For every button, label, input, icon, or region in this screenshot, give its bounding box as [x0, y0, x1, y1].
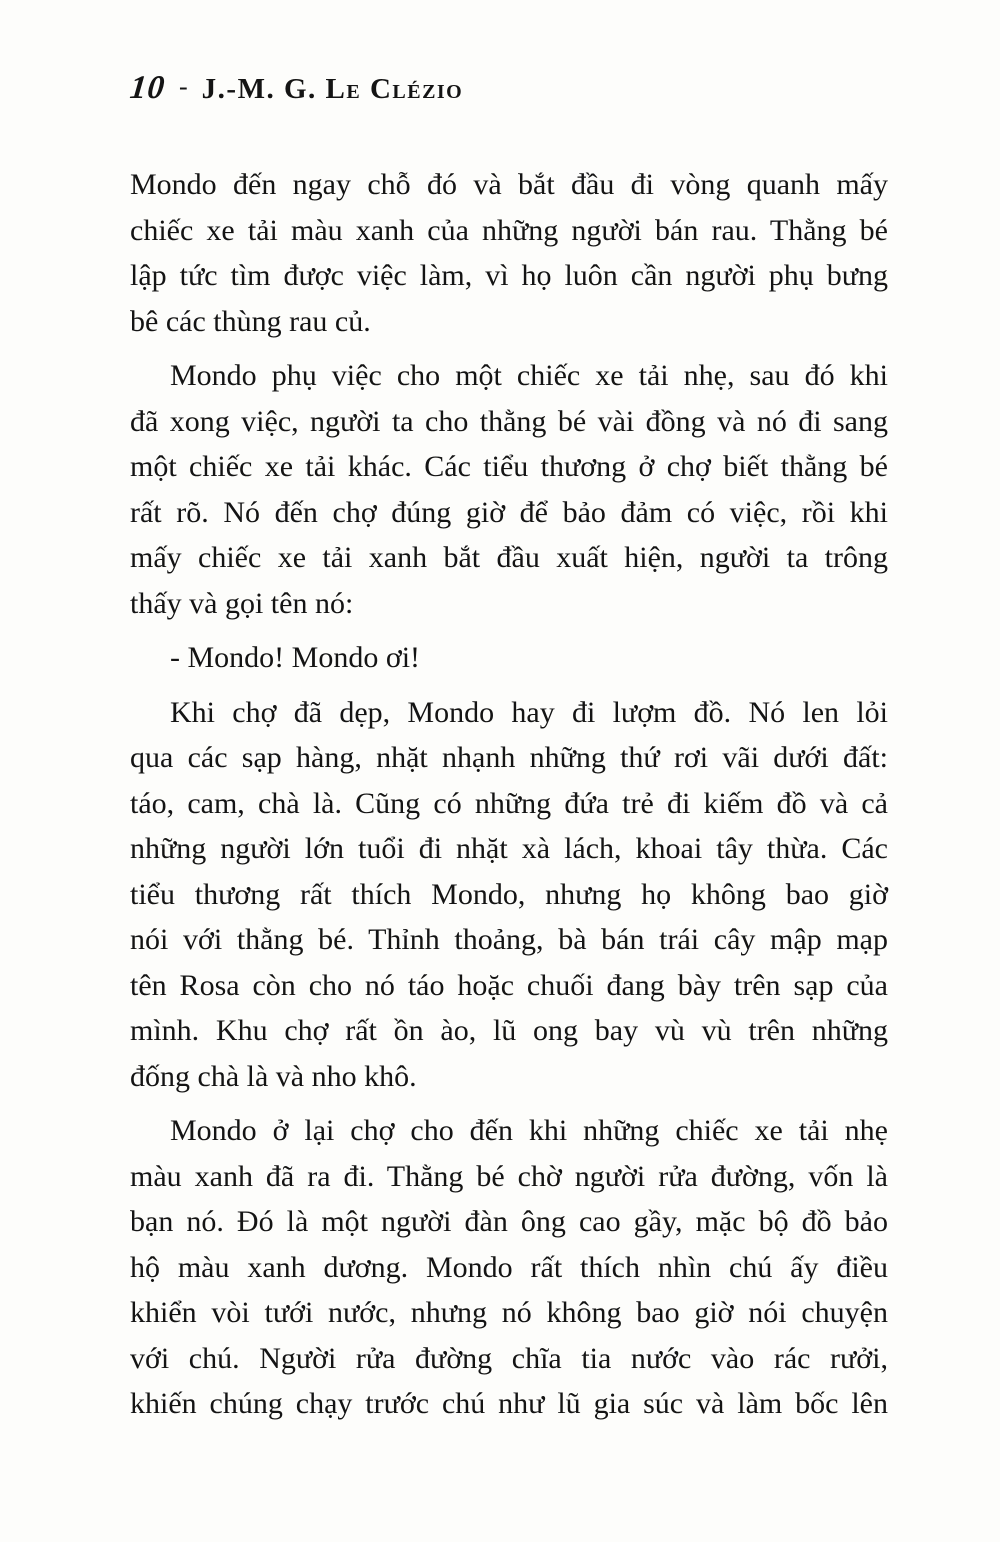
paragraph-1	[130, 162, 888, 344]
paragraph-4	[130, 1108, 888, 1427]
text-line: đã xong việc, người ta cho thằng bé vài đồng và nó đi sang	[130, 404, 888, 438]
text-line: những người lớn tuổi đi nhặt xà lách, khoai tây thừa. Các	[130, 832, 888, 865]
header-separator: -	[179, 72, 188, 101]
paragraph-dialogue	[130, 635, 888, 681]
text-block	[130, 162, 888, 1427]
text-line: bê các thùng rau củ.	[130, 304, 371, 338]
text-line: rất rõ. Nó đến chợ đúng giờ để bảo đảm có việc, rồi khi	[130, 495, 888, 529]
text-line: đống chà là và nho khô.	[130, 1059, 417, 1093]
author-name: J.-M. G. Le Clézio	[201, 73, 464, 105]
text-line: Mondo ở lại chợ cho đến khi những chiếc xe tải nhẹ	[170, 1114, 888, 1147]
text-line: mấy chiếc xe tải xanh bắt đầu xuất hiện, người ta trông	[130, 541, 888, 574]
text-line: hộ màu xanh dương. Mondo rất thích nhìn chú ấy điều	[130, 1250, 888, 1284]
text-line: bạn nó. Đó là một người đàn ông cao gầy, mặc bộ đồ bảo	[130, 1205, 888, 1238]
text-line: Mondo phụ việc cho một chiếc xe tải nhẹ, sau đó khi	[170, 359, 888, 392]
text-line: tiểu thương rất thích Mondo, nhưng họ không bao giờ	[130, 877, 888, 911]
page-number: 10	[128, 70, 167, 106]
running-header	[130, 70, 888, 107]
text-line: - Mondo! Mondo ơi!	[170, 641, 421, 674]
paragraph-3	[130, 690, 888, 1100]
text-line: qua các sạp hàng, nhặt nhạnh những thứ rơi vãi dưới đất:	[130, 741, 888, 774]
text-line: tên Rosa còn cho nó táo hoặc chuối đang bày trên sạp của	[130, 968, 888, 1002]
text-line: với chú. Người rửa đường chĩa tia nước vào rác rưởi,	[130, 1341, 888, 1375]
text-line: nói với thằng bé. Thỉnh thoảng, bà bán trái cây mập mạp	[130, 923, 888, 956]
paragraph-2	[130, 353, 888, 626]
text-line: mình. Khu chợ rất ồn ào, lũ ong bay vù vù trên những	[130, 1014, 888, 1047]
text-line: Khi chợ đã dẹp, Mondo hay đi lượm đồ. Nó len lỏi	[170, 695, 888, 729]
text-line: một chiếc xe tải khác. Các tiểu thương ở chợ biết thằng bé	[130, 450, 888, 483]
text-line: khiển vòi tưới nước, nhưng nó không bao giờ nói chuyện	[130, 1296, 888, 1329]
text-line: Mondo đến ngay chỗ đó và bắt đầu đi vòng quanh mấy	[130, 168, 888, 201]
text-line: thấy và gọi tên nó:	[130, 586, 354, 620]
text-line: màu xanh đã ra đi. Thằng bé chờ người rửa đường, vốn là	[130, 1159, 888, 1193]
text-line: lập tức tìm được việc làm, vì họ luôn cần người phụ bưng	[130, 259, 888, 292]
text-line: chiếc xe tải màu xanh của những người bán rau. Thằng bé	[130, 213, 888, 247]
text-line: táo, cam, chà là. Cũng có những đứa trẻ đi kiếm đồ và cả	[130, 786, 888, 820]
text-line: khiến chúng chạy trước chú như lũ gia súc và làm bốc lên	[130, 1387, 888, 1420]
